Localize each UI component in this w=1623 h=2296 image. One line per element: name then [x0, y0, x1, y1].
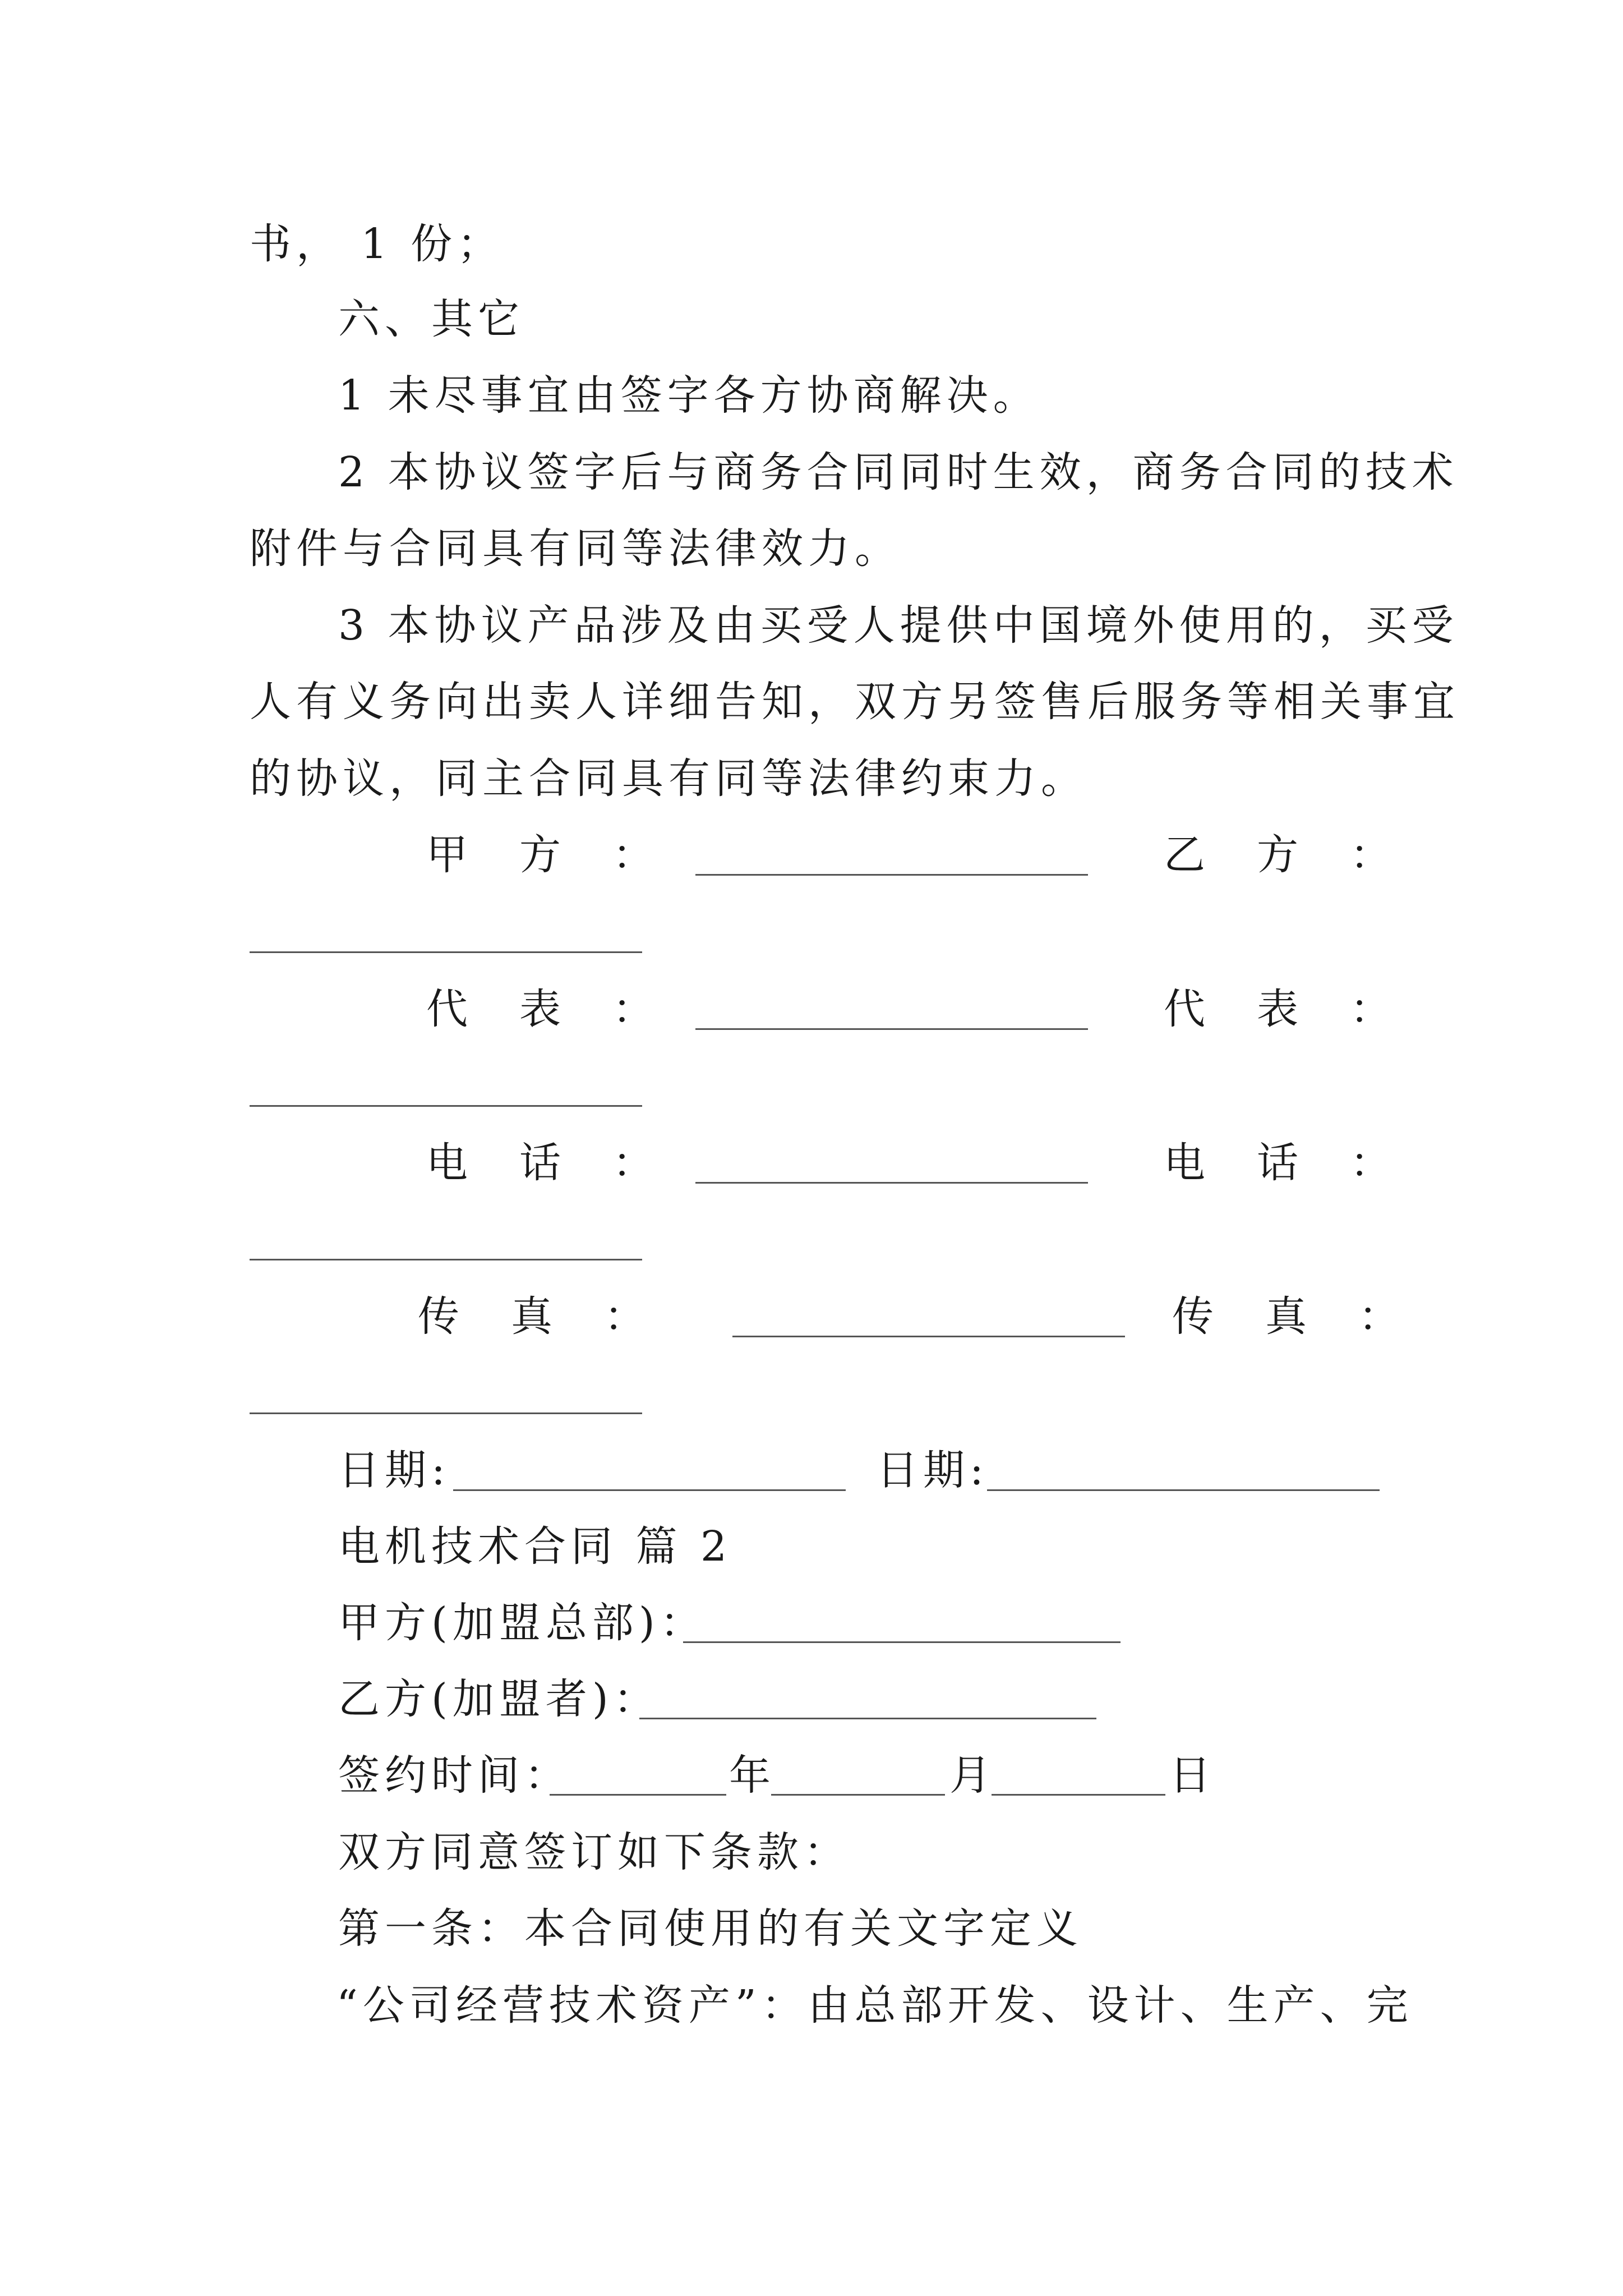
clause-3-line-2: 人有义务向出卖人详细告知，双方另签售后服务等相关事宜 [250, 678, 1460, 726]
contract-2-party-b-label: 乙方(加盟者)： [338, 1675, 660, 1723]
line-1: 书， 1 份； [250, 220, 504, 268]
rep-a-label: 代 表 ： [426, 985, 659, 1033]
contract-2-heading: 电机技术合同 篇 2 [338, 1522, 732, 1571]
party-a-label: 甲 方 ： [426, 831, 659, 879]
sign-time-label: 签约时间： [338, 1751, 571, 1800]
sign-month-blank[interactable] [771, 1794, 945, 1796]
tel-a-blank[interactable] [695, 1182, 1088, 1184]
rep-b-blank[interactable] [250, 1105, 642, 1107]
rep-b-label: 代 表 ： [1164, 985, 1396, 1033]
contract-2-party-a-label: 甲方(加盟总部)： [338, 1599, 707, 1647]
party-b-label: 乙 方 ： [1164, 831, 1396, 879]
contract-2-party-b-blank[interactable] [639, 1718, 1096, 1719]
fax-b-blank[interactable] [250, 1412, 642, 1414]
sign-year-label: 年 [729, 1751, 776, 1800]
clause-1: 1 未尽事宜由签字各方协商解决。 [338, 371, 1040, 420]
party-a-blank[interactable] [695, 874, 1088, 876]
fax-b-label: 传 真 ： [1172, 1292, 1405, 1341]
fax-a-blank[interactable] [732, 1336, 1125, 1337]
sign-month-label: 月 [949, 1751, 996, 1800]
sign-year-blank[interactable] [550, 1794, 726, 1796]
clause-3-line-3: 的协议，同主合同具有同等法律约束力。 [250, 754, 1087, 803]
date-a-blank[interactable] [453, 1489, 846, 1491]
date-b-blank[interactable] [987, 1489, 1380, 1491]
tel-b-blank[interactable] [250, 1259, 642, 1260]
article-1-heading: 第一条：本合同使用的有关文字定义 [338, 1904, 1083, 1953]
tel-b-label: 电 话 ： [1164, 1139, 1396, 1187]
section-heading-other: 六、其它 [338, 295, 524, 343]
sign-day-blank[interactable] [992, 1794, 1165, 1796]
agree-terms-line: 双方同意签订如下条款： [338, 1828, 850, 1876]
party-b-blank[interactable] [250, 951, 642, 953]
contract-2-party-a-blank[interactable] [683, 1641, 1121, 1643]
rep-a-blank[interactable] [695, 1028, 1088, 1030]
tel-a-label: 电 话 ： [426, 1139, 659, 1187]
fax-a-label: 传 真 ： [418, 1292, 651, 1341]
clause-3-line-1: 3 本协议产品涉及由买受人提供中国境外使用的，买受 [338, 601, 1459, 650]
clause-2-line-1: 2 本协议签字后与商务合同同时生效，商务合同的技术 [338, 448, 1459, 496]
sign-day-label: 日 [1169, 1751, 1216, 1800]
date-b-label: 日期: [877, 1446, 989, 1494]
definition-line: “公司经营技术资产”：由总部开发、设计、生产、完 [336, 1981, 1413, 2030]
clause-2-line-2: 附件与合同具有同等法律效力。 [250, 524, 901, 573]
date-a-label: 日期: [338, 1446, 450, 1494]
